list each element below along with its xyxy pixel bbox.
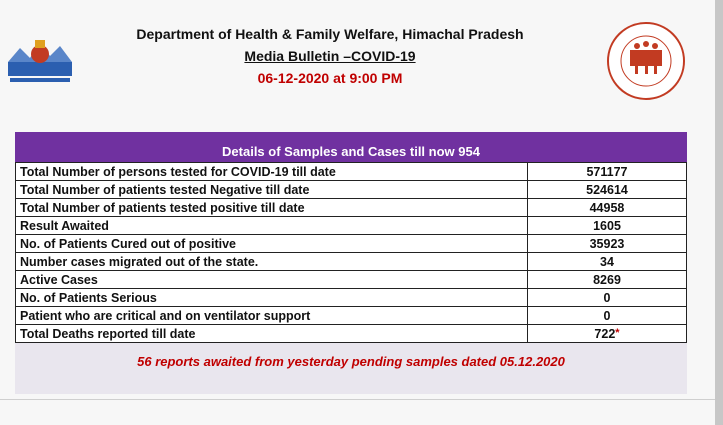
himachal-pradesh-emblem-icon	[6, 28, 74, 90]
bulletin-date: 06-12-2020 at 9:00 PM	[257, 70, 403, 86]
national-health-mission-logo-icon	[605, 20, 687, 102]
table-row	[16, 289, 687, 307]
table-row	[16, 181, 687, 199]
row-value: 8269	[528, 271, 687, 289]
row-label: No. of Patients Cured out of positive	[16, 235, 528, 253]
table-row	[16, 217, 687, 235]
row-value: 571177	[528, 163, 687, 181]
row-label: Patient who are critical and on ventilator support	[16, 307, 528, 325]
table-row	[16, 253, 687, 271]
row-value: 0	[528, 289, 687, 307]
department-title: Department of Health & Family Welfare, Himachal Pradesh	[136, 26, 524, 42]
row-value: 44958	[528, 199, 687, 217]
table-row	[16, 307, 687, 325]
table-row	[16, 271, 687, 289]
bulletin-title: Media Bulletin –COVID-19	[244, 48, 416, 64]
deaths-marker: *	[615, 326, 620, 339]
table-row	[16, 199, 687, 217]
table-row	[16, 235, 687, 253]
row-label: No. of Patients Serious	[16, 289, 528, 307]
row-value: 524614	[528, 181, 687, 199]
pending-reports-note: 56 reports awaited from yesterday pending samples dated 05.12.2020	[137, 354, 565, 369]
row-label: Total Number of patients tested positive till date	[16, 199, 528, 217]
row-label: Total Number of patients tested Negative till date	[16, 181, 528, 199]
row-value: 35923	[528, 235, 687, 253]
page-edge	[715, 0, 723, 425]
row-label: Active Cases	[16, 271, 528, 289]
row-label: Total Deaths reported till date	[16, 325, 528, 343]
row-value: 1605	[528, 217, 687, 235]
deaths-value: 722	[594, 326, 616, 341]
row-label: Result Awaited	[16, 217, 528, 235]
row-label: Total Number of persons tested for COVID-19 till date	[16, 163, 528, 181]
cases-table	[15, 162, 687, 343]
table-row	[16, 163, 687, 181]
table-row	[16, 325, 687, 343]
row-value: 34	[528, 253, 687, 271]
row-value: 0	[528, 307, 687, 325]
cases-table-panel	[15, 132, 687, 394]
row-label: Number cases migrated out of the state.	[16, 253, 528, 271]
row-value	[528, 325, 687, 343]
table-title: Details of Samples and Cases till now 954	[15, 132, 687, 162]
bulletin-header	[130, 26, 530, 86]
divider	[0, 399, 715, 400]
